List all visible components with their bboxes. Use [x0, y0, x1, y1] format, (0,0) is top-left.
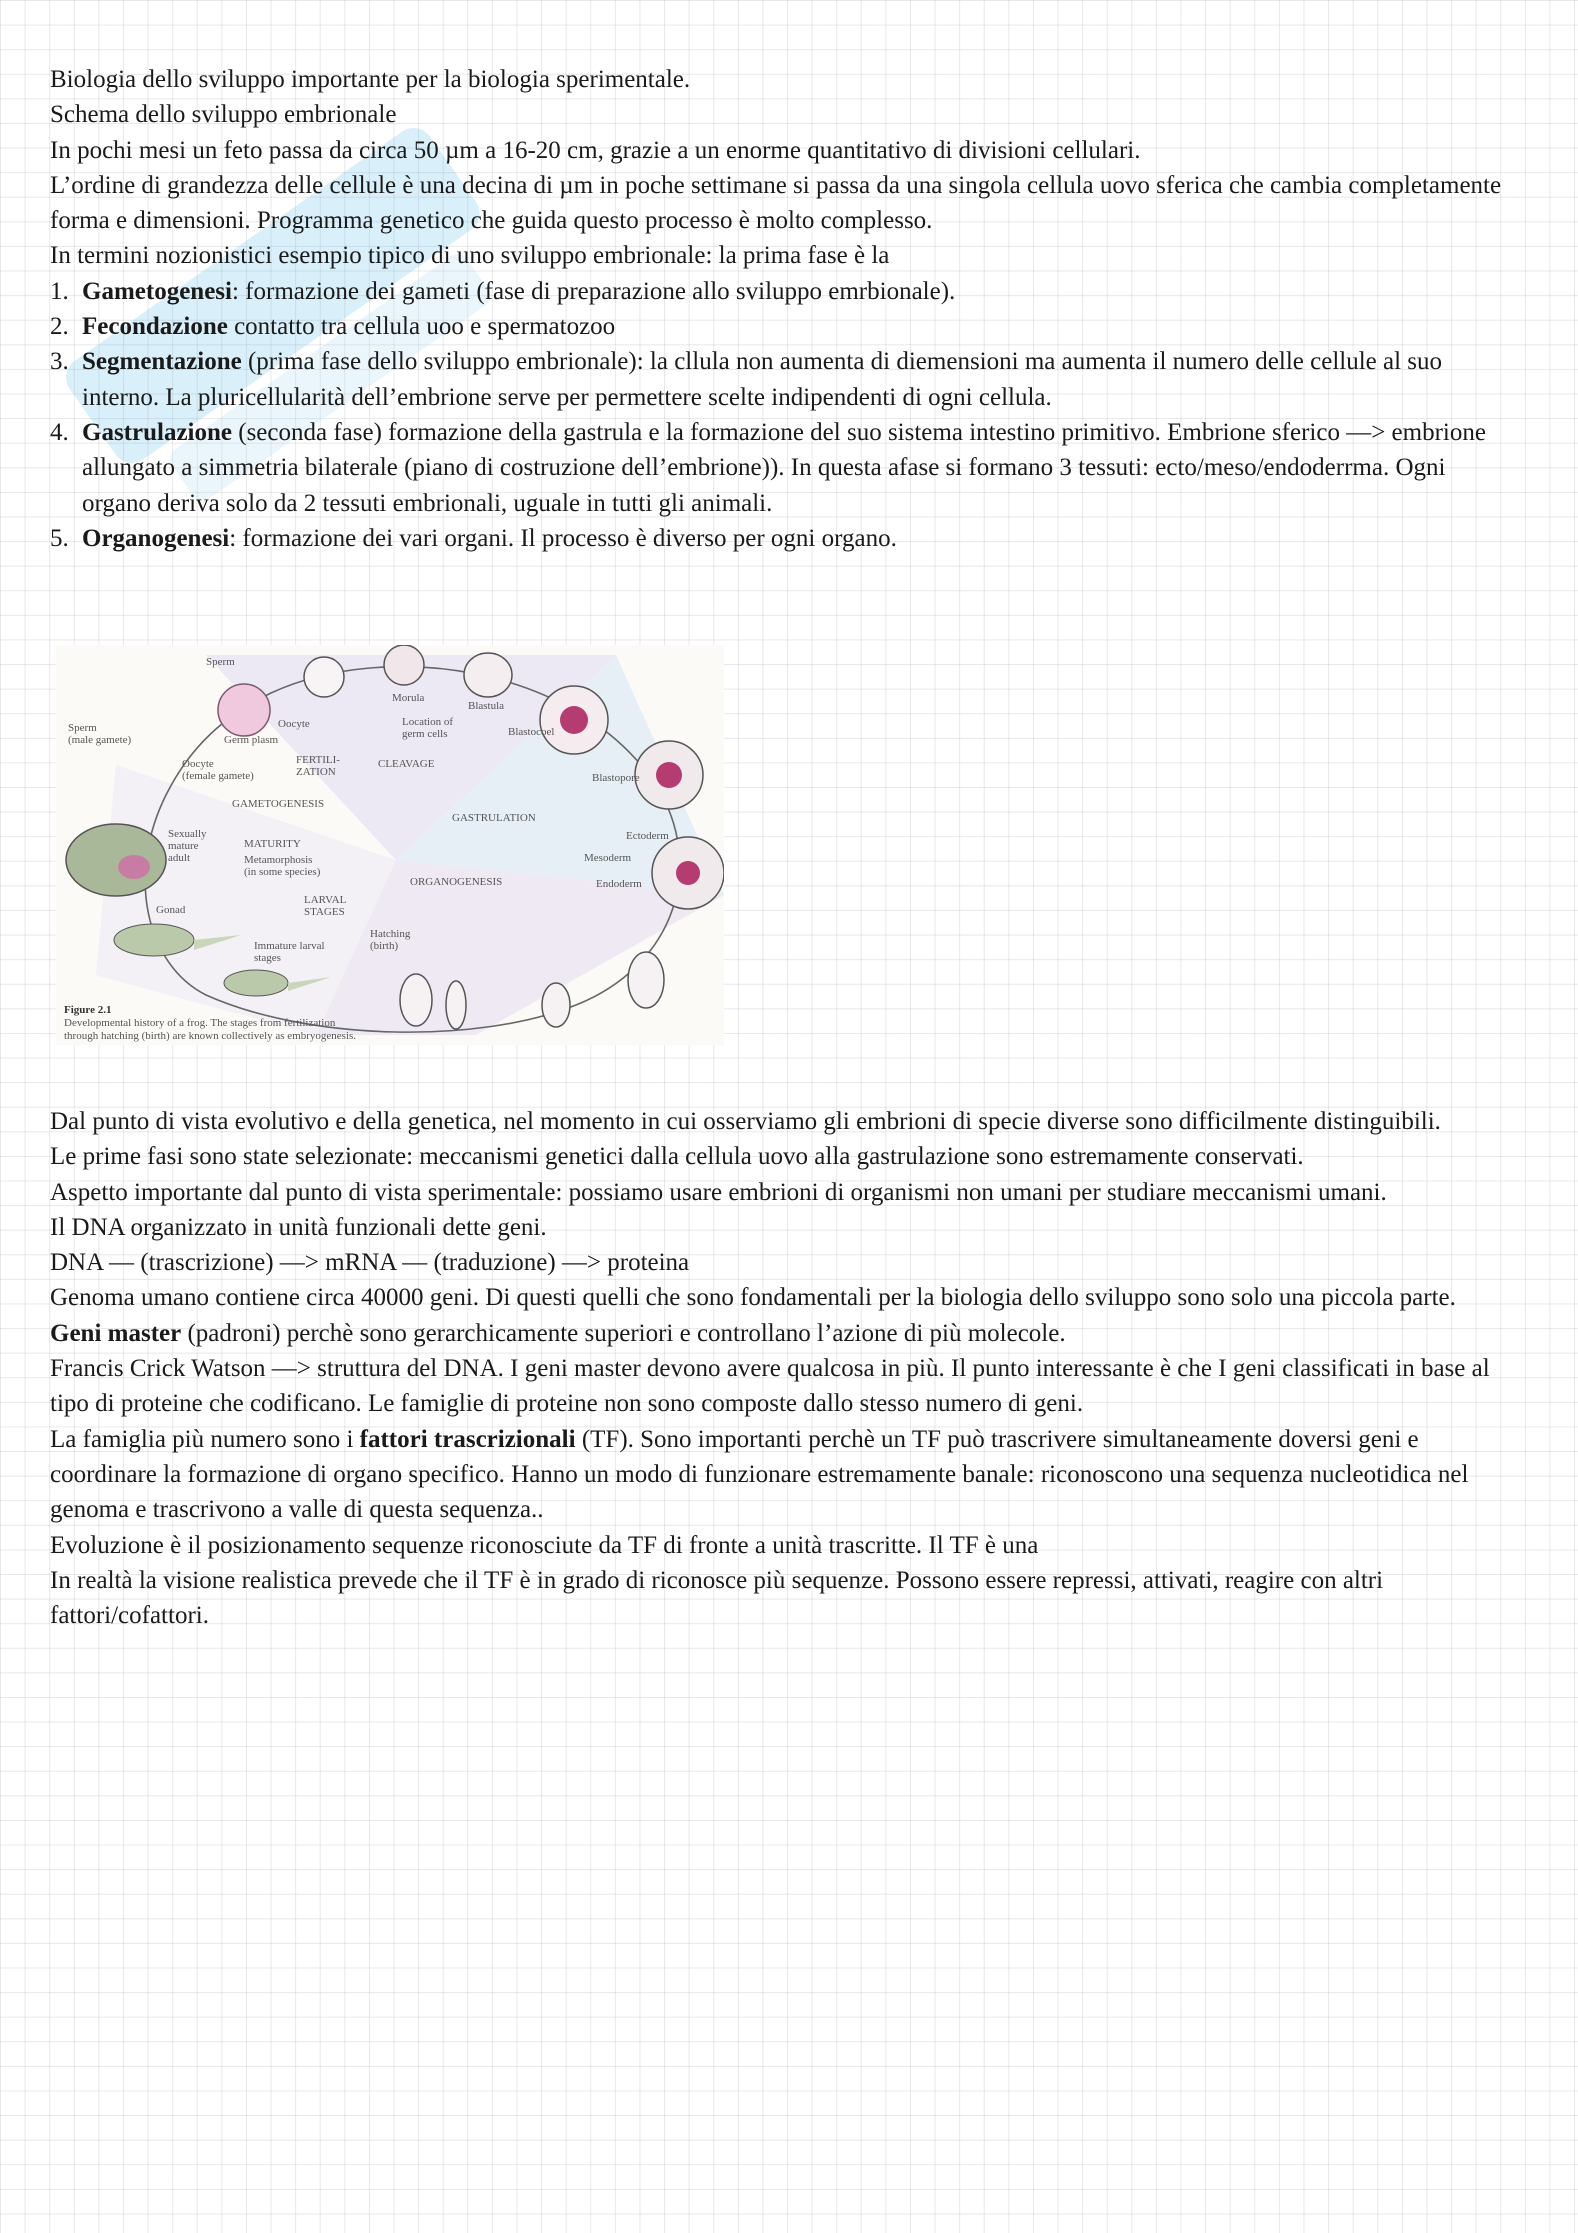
phase-item — [50, 309, 1510, 344]
notes-upper — [50, 62, 1510, 556]
phase-term: Organogenesi — [82, 524, 230, 552]
fig-label-maturity: MATURITY — [244, 838, 301, 850]
fig-label-male-gamete: (male gamete) — [68, 734, 132, 746]
phase-number: 3. — [50, 348, 69, 376]
fig-label-immature-2: stages — [254, 952, 281, 964]
fig-label-immature-1: Immature larval — [254, 940, 325, 952]
body-paragraph-tf — [50, 1422, 1510, 1528]
fig-label-sperm-male: Sperm — [68, 722, 97, 734]
tadpole-small — [224, 970, 288, 996]
blastopore-cavity — [656, 762, 682, 788]
phase-text: (prima fase dello sviluppo embrionale): la cllula non aumenta di diemensioni ma aumenta il numero delle cellule al suo interno. La pluricellularità dell’embrione serve per permettere scelte indipendenti di ogni cellula. — [82, 348, 1443, 411]
fig-label-blastula: Blastula — [468, 700, 505, 712]
zygote-cell — [304, 657, 344, 697]
bold-term: Geni master — [50, 1319, 182, 1347]
fig-label-gametogenesis: GAMETOGENESIS — [232, 798, 325, 810]
fig-label-oocyte: Oocyte — [278, 718, 310, 730]
fig-label-sexually-1: Sexually — [168, 828, 207, 840]
phase-number: 4. — [50, 418, 69, 446]
fig-label-blastopore: Blastopore — [592, 772, 640, 784]
fig-label-hatching-1: Hatching — [370, 928, 411, 940]
fig-label-metamorphosis-2: (in some species) — [244, 866, 321, 878]
body-paragraph: Francis Crick Watson —> struttura del DNA. I geni master devono avere qualcosa in più. Il punto interessante è che I geni classificati in base al tipo di proteine che codificano. Le famiglie di proteine non sono composte dallo stesso numero di geni. — [50, 1355, 1490, 1418]
intro-line-1: Biologia dello sviluppo importante per la biologia sperimentale. — [50, 66, 691, 93]
body-paragraph: Evoluzione è il posizionamento sequenze riconosciute da TF di fronte a unità trascritte. Il TF è una — [50, 1531, 1039, 1559]
notes-lower — [50, 1104, 1510, 1633]
morula-cell — [384, 645, 424, 685]
phase-number: 2. — [50, 313, 69, 341]
phase-text: : formazione dei vari organi. Il processo è diverso per ogni organo. — [229, 524, 897, 552]
life-cycle-diagram — [56, 645, 724, 1045]
fig-label-larval-2: STAGES — [304, 906, 345, 918]
fig-label-ectoderm: Ectoderm — [626, 830, 669, 842]
phase-item — [50, 274, 1510, 309]
frog-development-figure — [56, 645, 724, 1045]
body-paragraph: Le prime fasi sono state selezionate: meccanismi genetici dalla cellula uovo alla gastrulazione sono estremamente conservati. — [50, 1143, 1304, 1171]
phase-number: 1. — [50, 277, 69, 305]
phase-term: Gametogenesi — [82, 277, 232, 305]
phase-text: (seconda fase) formazione della gastrula e la formazione del suo sistema intestino primitivo. Embrione sferico —> embrione allungato a simmetria bilaterale (piano di costruzione dell’embrione)). In questa afase si formano 3 tessuti: ecto/meso/endoderrma. Ogni organo deriva solo da 2 tessuti embrionali, uguale in tutti gli animali. — [82, 418, 1486, 517]
fig-label-morula: Morula — [392, 692, 425, 704]
fig-label-sexually-2: mature — [168, 840, 199, 852]
phase-item — [50, 344, 1510, 415]
fig-label-female-gamete: (female gamete) — [182, 770, 254, 782]
phases-list — [50, 274, 1510, 556]
paragraph-text: (TF). Sono importanti perchè un TF può trascrivere simultaneamente doversi geni e coordinare la formazione di organo specifico. Hanno un modo di funzionare estremamente banale: riconoscono una sequenza nucleotidica nel genoma e trascrivono a valle di questa sequenza.. — [50, 1425, 1469, 1524]
early-embryo — [400, 974, 432, 1026]
body-paragraph: In realtà la visione realistica prevede che il TF è in grado di riconosce più sequenze. Possono essere repressi, attivati, reagire con altri fattori/cofattori. — [50, 1566, 1384, 1630]
fig-label-gastrulation: GASTRULATION — [452, 812, 536, 824]
body-paragraph: Genoma umano contiene circa 40000 geni. Di questi quelli che sono fondamentali per la biologia dello sviluppo sono solo una piccola parte. — [50, 1284, 1456, 1312]
body-paragraph: Aspetto importante dal punto di vista sperimentale: possiamo usare embrioni di organismi non umani per studiare meccanismi umani. — [50, 1178, 1387, 1206]
bold-term: fattori trascrizionali — [359, 1425, 576, 1453]
fig-label-gonad: Gonad — [156, 904, 186, 916]
phase-term: Segmentazione — [82, 348, 242, 376]
fig-label-location-2: germ cells — [402, 728, 448, 740]
fig-label-sexually-3: adult — [168, 852, 190, 864]
phase-item — [50, 415, 1510, 521]
paragraph-text: (padroni) perchè sono gerarchicamente superiori e controllano l’azione di più molecole. — [181, 1319, 1066, 1347]
fig-label-germ-plasm: Germ plasm — [224, 734, 279, 746]
phase-text: : formazione dei gameti (fase di preparazione allo sviluppo emrbionale). — [231, 277, 956, 305]
phase-item — [50, 521, 1510, 556]
fig-label-location-1: Location of — [402, 716, 454, 728]
figure-caption-line-2: through hatching (birth) are known collectively as embryogenesis. — [64, 1030, 357, 1042]
figure-caption-title: Figure 2.1 — [64, 1004, 112, 1016]
frog-gonad — [118, 855, 150, 879]
tadpole-large — [114, 924, 194, 956]
intro-line-3: In pochi mesi un feto passa da circa 50 µm a 16-20 cm, grazie a un enorme quantitativo di divisioni cellulari. — [50, 136, 1141, 164]
body-paragraph: Dal punto di vista evolutivo e della genetica, nel momento in cui osserviamo gli embrioni di specie diverse sono difficilmente distinguibili. — [50, 1108, 1441, 1135]
adult-frog — [66, 824, 166, 896]
fig-label-fertilization-2: ZATION — [296, 766, 336, 778]
phase-term: Fecondazione — [82, 313, 228, 341]
blastocoel-cavity — [560, 706, 588, 734]
fig-label-blastocoel: Blastocoel — [508, 726, 555, 738]
paragraph-text: La famiglia più numero sono i — [50, 1425, 360, 1453]
figure-caption-line-1: Developmental history of a frog. The stages from fertilization — [64, 1017, 336, 1029]
fig-label-oocyte-female: Oocyte — [182, 758, 214, 770]
fig-label-mesoderm: Mesoderm — [584, 852, 632, 864]
body-paragraph: Il DNA organizzato in unità funzionali dette geni. — [50, 1213, 547, 1241]
fig-label-larval-1: LARVAL — [304, 894, 347, 906]
fig-label-hatching-2: (birth) — [370, 940, 399, 952]
body-paragraph: DNA — (trascrizione) —> mRNA — (traduzione) —> proteina — [50, 1249, 690, 1277]
phase-text: contatto tra cellula uoo e spermatozoo — [227, 313, 616, 341]
oocyte-cell — [218, 684, 270, 736]
fig-label-metamorphosis-1: Metamorphosis — [244, 854, 313, 866]
fig-label-sperm: Sperm — [206, 656, 235, 668]
intro-line-2: Schema dello sviluppo embrionale — [50, 101, 397, 129]
hatching-embryo — [446, 981, 466, 1029]
phase-term: Gastrulazione — [82, 418, 232, 446]
fig-label-organogenesis: ORGANOGENESIS — [410, 876, 503, 888]
intro-line-4: L’ordine di grandezza delle cellule è una decina di µm in poche settimane si passa da una singola cellula uovo sferica che cambia completamente forma e dimensioni. Programma genetico che guida questo processo è molto complesso. — [50, 171, 1502, 235]
fig-label-cleavage: CLEAVAGE — [378, 758, 435, 770]
gastrula-cavity — [676, 861, 700, 885]
body-paragraph-master-genes — [50, 1316, 1510, 1351]
phase-number: 5. — [50, 524, 69, 552]
neurula-embryo — [628, 952, 664, 1008]
intro-line-5: In termini nozionistici esempio tipico di uno sviluppo embrionale: la prima fase è la — [50, 242, 890, 270]
fig-label-endoderm: Endoderm — [596, 878, 642, 890]
fig-label-fertilization-1: FERTILI- — [296, 754, 340, 766]
tailbud-embryo — [542, 983, 570, 1027]
blastula-cell — [464, 653, 512, 697]
